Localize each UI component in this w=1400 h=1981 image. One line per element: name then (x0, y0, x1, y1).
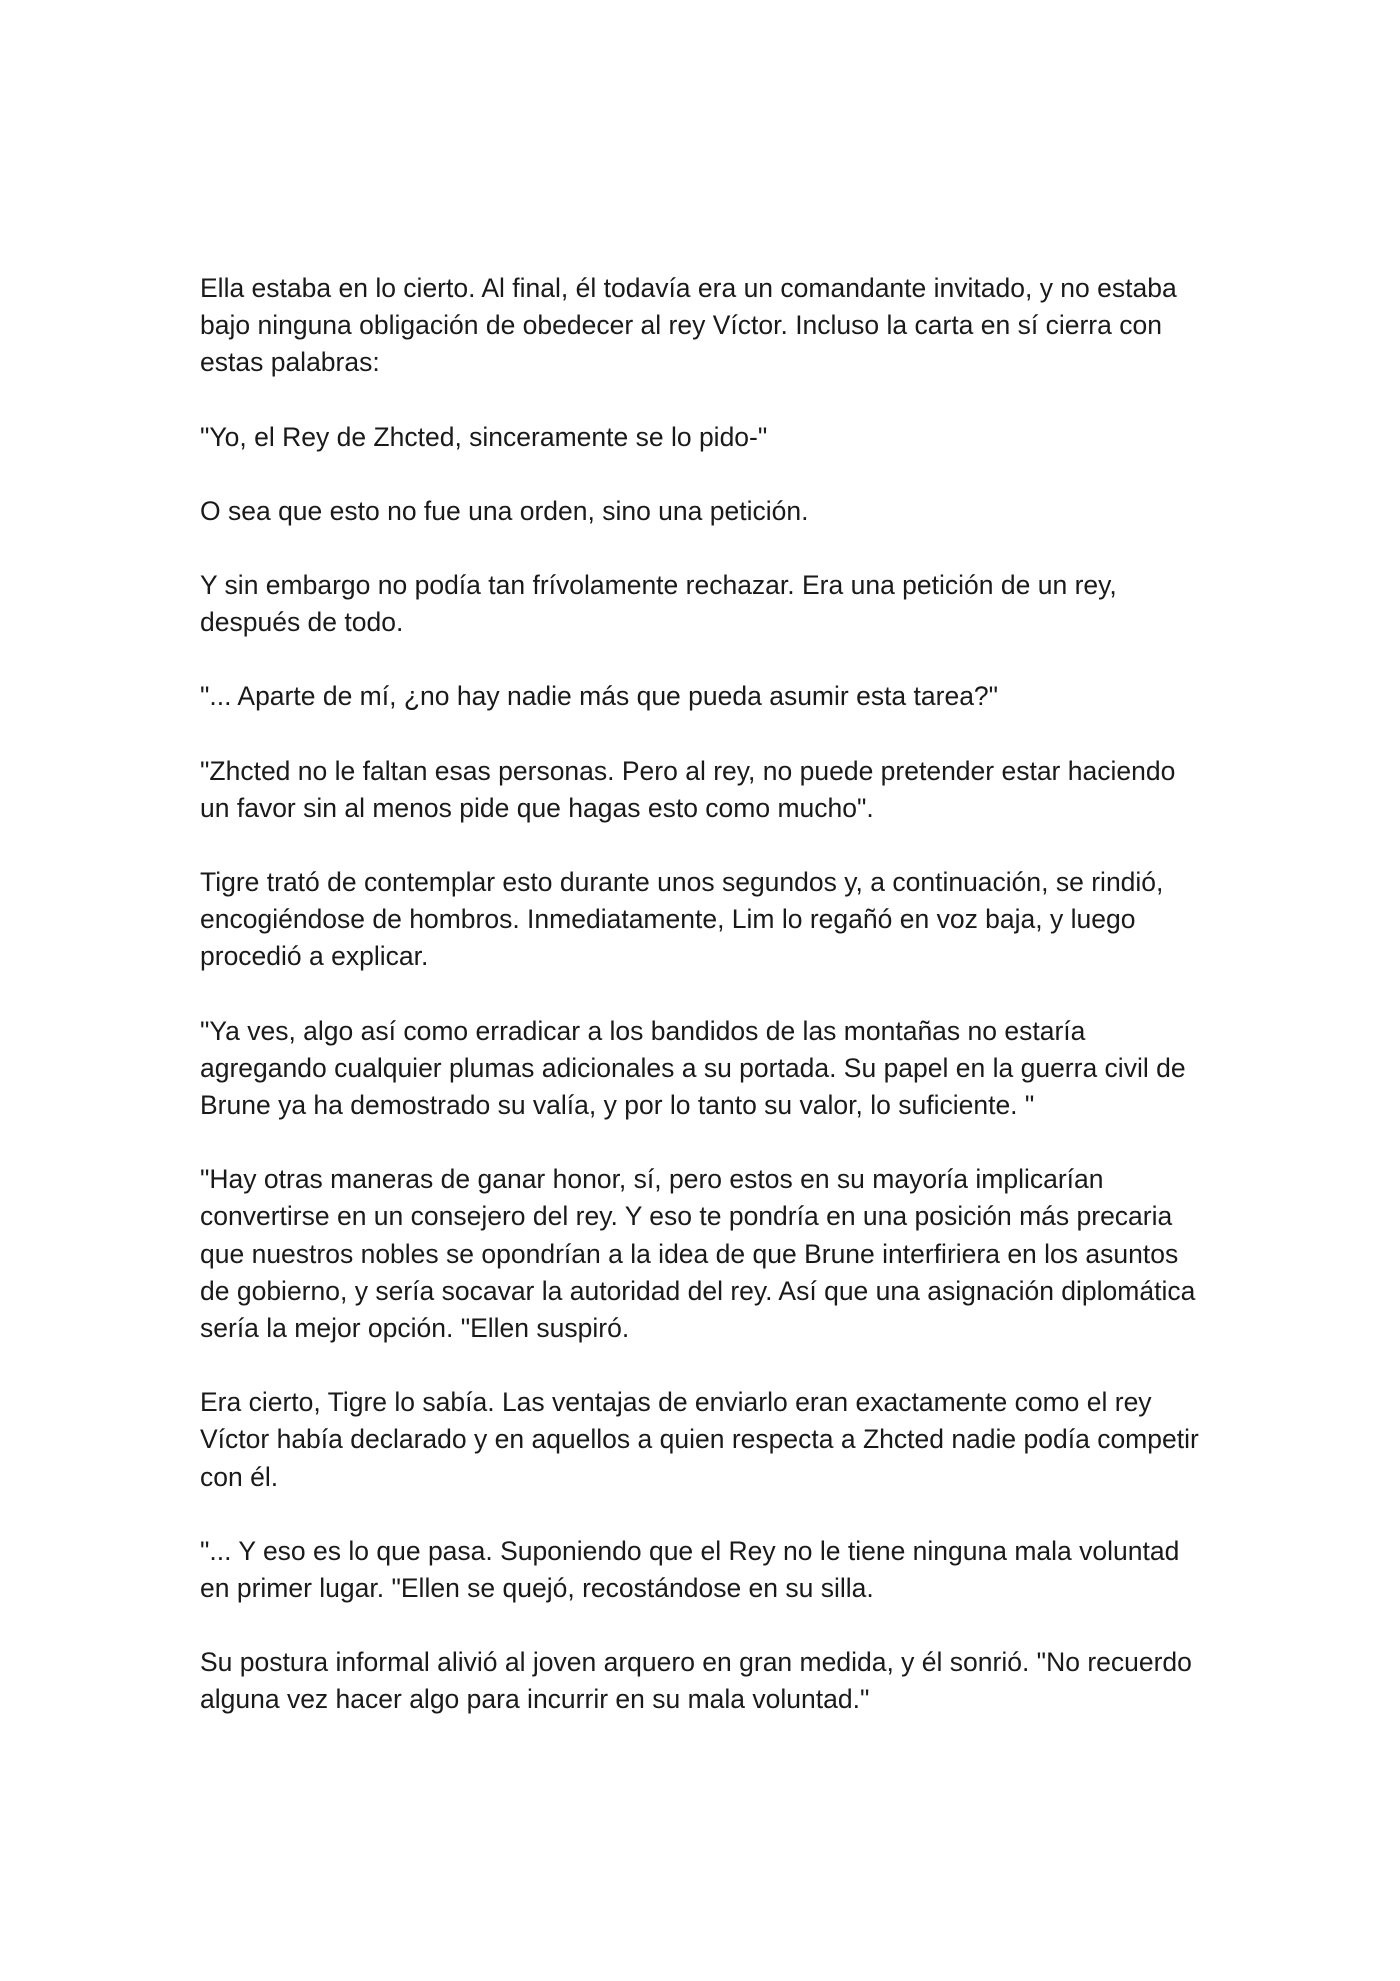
paragraph: Era cierto, Tigre lo sabía. Las ventajas de enviarlo eran exactamente como el rey Víctor había declarado y en aquellos a quien respecta a Zhcted nadie podía competir con él. (200, 1387, 1199, 1492)
paragraph: "Hay otras maneras de ganar honor, sí, pero estos en su mayoría implicarían convertirse en un consejero del rey. Y eso te pondría en una posición más precaria que nuestros nobles se opondrían a la idea de que Brune interfiriera en los asuntos de gobierno, y sería socavar la autoridad del rey. Así que una asignación diplomática sería la mejor opción. "Ellen suspiró. (200, 1164, 1196, 1344)
paragraph: Tigre trató de contemplar esto durante unos segundos y, a continuación, se rindió, encogiéndose de hombros. Inmediatamente, Lim lo regañó en voz baja, y luego procedió a explicar. (200, 867, 1164, 972)
body-text (200, 270, 1210, 1719)
paragraph: Y sin embargo no podía tan frívolamente rechazar. Era una petición de un rey, después de todo. (200, 570, 1117, 638)
paragraph: "Ya ves, algo así como erradicar a los bandidos de las montañas no estaría agregando cualquier plumas adicionales a su portada. Su papel en la guerra civil de Brune ya ha demostrado su valía, y por lo tanto su valor, lo suficiente. " (200, 1015, 1186, 1121)
paragraph: Su postura informal alivió al joven arquero en gran medida, y él sonrió. "No recuerdo alguna vez hacer algo para incurrir en su mala voluntad." (200, 1647, 1192, 1715)
paragraph: Ella estaba en lo cierto. Al final, él todavía era un comandante invitado, y no estaba bajo ninguna obligación de obedecer al rey Víctor. Incluso la carta en sí cierra con estas palabras: (200, 273, 1177, 378)
paragraph: "... Y eso es lo que pasa. Suponiendo que el Rey no le tiene ninguna mala voluntad en primer lugar. "Ellen se quejó, recostándose en su silla. (200, 1535, 1180, 1604)
paragraph: O sea que esto no fue una orden, sino una petición. (200, 495, 809, 526)
paragraph: "Yo, el Rey de Zhcted, sinceramente se lo pido-" (200, 421, 768, 452)
paragraph: "Zhcted no le faltan esas personas. Pero al rey, no puede pretender estar haciendo un favor sin al menos pide que hagas esto como mucho". (200, 755, 1176, 823)
paragraph: "... Aparte de mí, ¿no hay nadie más que pueda asumir esta tarea?" (200, 681, 999, 712)
